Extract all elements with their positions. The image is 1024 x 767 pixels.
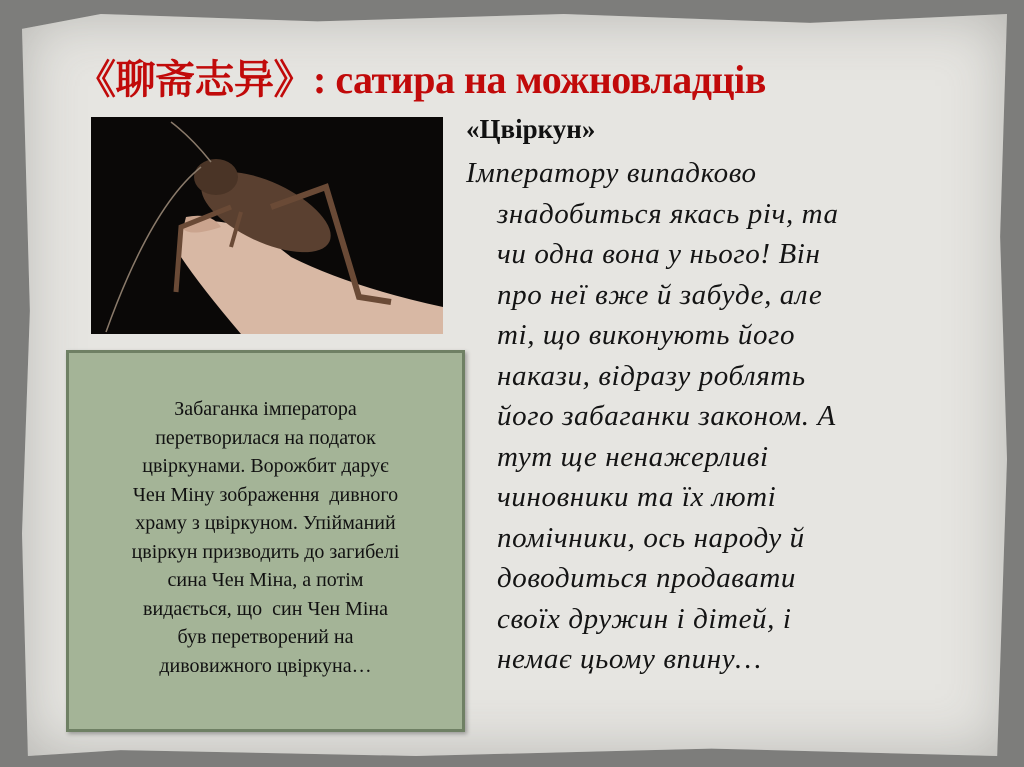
story-line: накази, відразу роблять [497,359,806,392]
story-line: чи одна вона у нього! Він [497,238,821,270]
story-text [466,153,839,680]
summary-line: дивовижного цвіркуна… [159,654,372,677]
summary-line: перетворилася на податок [155,426,376,449]
story-line: про неї вже й забуде, але [497,278,823,311]
summary-line: Забаганка імператора [174,398,357,420]
story-line: тут ще ненажерливі [497,440,769,473]
story-line: ті, що виконують його [497,319,796,351]
story-line: доводиться продавати [497,562,797,594]
summary-line: сина Чен Міна, а потім [167,569,364,591]
summary-line: видається, що син Чен Міна [143,597,388,620]
summary-line: цвіркунами. Ворожбит дарує [142,455,389,477]
story-line: чиновники та їх люті [497,481,777,513]
summary-text [69,395,462,680]
story-line: його забаганки законом. А [497,400,836,432]
story-line: помічники, ось народу й [497,521,805,554]
summary-line: цвіркун призводить до загибелі [131,540,400,563]
summary-line: був перетворений на [177,626,354,648]
story-line: немає цьому впину… [497,643,762,675]
slide-title: 《聊斋志异》: сатира на можновладців [76,57,766,102]
summary-line: храму з цвіркуном. Упійманий [135,512,396,534]
summary-line: Чен Міну зображення дивного [132,483,399,506]
story-line: своїх дружин і дітей, і [497,602,792,635]
cricket-photo [91,117,443,334]
story-line: Імператору випадково [466,157,757,189]
story-title: «Цвіркун» [466,114,596,144]
story-line: знадобиться якась річ, та [497,197,839,230]
summary-box [66,350,465,732]
